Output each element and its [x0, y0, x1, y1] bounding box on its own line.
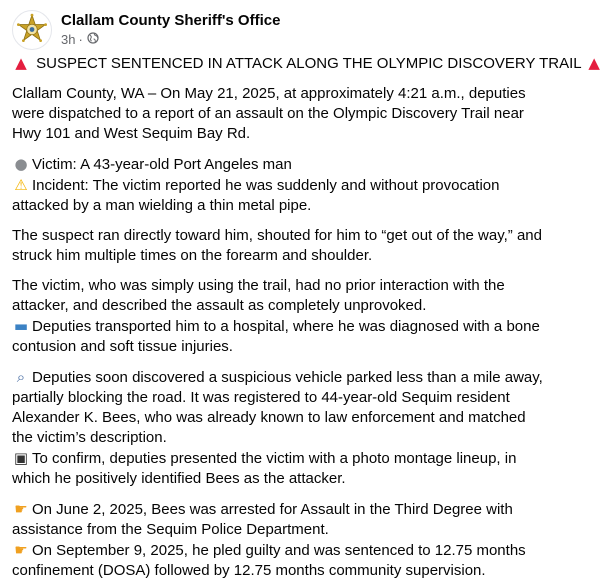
person-silhouette-icon: ● [14, 155, 28, 173]
arrest-text: On June 2, 2025, Bees was arrested for Assault in the Third Degree with assistance from the Sequim Police Department. [12, 501, 513, 538]
post-subline [61, 32, 280, 48]
page-name-link[interactable]: Clallam County Sheriff's Office [61, 12, 281, 29]
headline-text: SUSPECT SENTENCED IN ATTACK ALONG THE OLYMPIC DISCOVERY TRAIL [36, 55, 582, 72]
police-light-icon: ▲ [15, 54, 27, 72]
camera-icon: ▣ [13, 449, 29, 467]
sheriff-star-badge-icon [15, 13, 49, 47]
suspect-action-paragraph: The suspect ran directly toward him, shouted for him to “get out of the way,” and struck him multiple times on the forearm and shoulder. [12, 227, 542, 264]
post-meta [61, 12, 280, 48]
post-timestamp[interactable]: 3h [61, 32, 76, 47]
victim-text: Victim: A 43-year-old Port Angeles man [32, 156, 292, 173]
hospital-line [12, 316, 549, 357]
post-body [12, 53, 600, 581]
arrest-line [12, 499, 549, 540]
hospital-text: Deputies transported him to a hospital, where he was diagnosed with a bone contusion and soft tissue injuries. [12, 318, 540, 355]
police-light-icon: ▲ [588, 54, 600, 72]
pointing-hand-icon: ☛ [14, 541, 28, 559]
meta-separator: · [78, 32, 83, 47]
post-header [12, 8, 280, 52]
lineup-line [12, 448, 549, 489]
page-avatar[interactable] [12, 10, 52, 50]
victim-line [12, 154, 549, 175]
incident-text: Incident: The victim reported he was suddenly and without provocation attacked by a man wielding a thin metal pipe. [12, 177, 500, 214]
no-interaction-paragraph: The victim, who was simply using the trail, had no prior interaction with the attacker, and described the assault as completely unprovoked. [12, 277, 505, 314]
vehicle-line [12, 367, 549, 448]
magnifier-icon: ⌕ [16, 368, 26, 386]
intro-paragraph: Clallam County, WA – On May 21, 2025, at approximately 4:21 a.m., deputies were dispatched to a report of an assault on the Olympic Discovery Trail near Hwy 101 and West Sequim Bay Rd. [12, 85, 526, 142]
globe-icon[interactable] [87, 32, 99, 48]
ship-icon: ▬ [13, 317, 29, 335]
post-headline [12, 53, 600, 74]
vehicle-text: Deputies soon discovered a suspicious vehicle parked less than a mile away, partially blocking the road. It was registered to 44-year-old Sequim resident Alexander K. Bees, who was already known to law enforcement and matched the victim’s description. [12, 369, 543, 446]
incident-line [12, 175, 549, 216]
sentence-text: On September 9, 2025, he pled guilty and was sentenced to 12.75 months confinement (DOSA) followed by 12.75 months community supervision. [12, 542, 526, 579]
lineup-text: To confirm, deputies presented the victim with a photo montage lineup, in which he positively identified Bees as the attacker. [12, 450, 517, 487]
warning-icon: ⚠ [14, 176, 28, 194]
pointing-hand-icon: ☛ [14, 500, 28, 518]
sentence-line [12, 540, 549, 581]
